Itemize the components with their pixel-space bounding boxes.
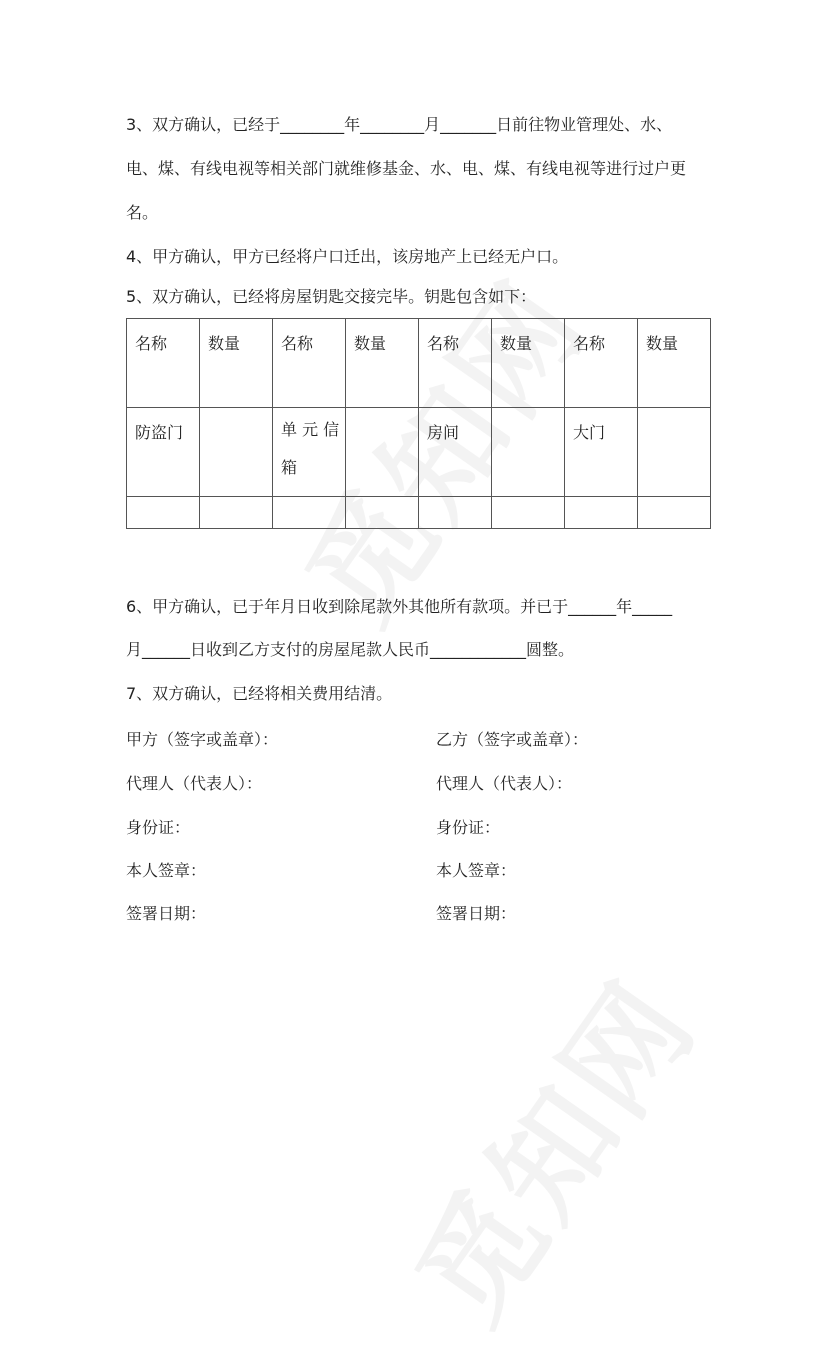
item-qty-2 bbox=[346, 408, 419, 497]
watermark-bottom bbox=[370, 942, 728, 1350]
party-b-signature-label: 乙方（签字或盖章）： bbox=[436, 730, 589, 749]
party-b-agent-label: 代理人（代表人）： bbox=[436, 774, 573, 793]
clause-6-line-2: 月______日收到乙方支付的房屋尾款人民币____________圆整。 bbox=[126, 640, 575, 659]
item-qty-4 bbox=[638, 408, 711, 497]
party-a-agent-label: 代理人（代表人）： bbox=[126, 774, 263, 793]
party-b-date-label: 签署日期： bbox=[436, 904, 517, 923]
table-empty-row bbox=[127, 497, 711, 529]
header-name-1: 名称 bbox=[127, 319, 200, 408]
item-mailbox-label: 单 元 信 箱 bbox=[281, 420, 340, 477]
item-qty-1 bbox=[200, 408, 273, 497]
header-qty-4: 数量 bbox=[638, 319, 711, 408]
party-a-signature-label: 甲方（签字或盖章）： bbox=[126, 730, 279, 749]
clause-4: 4、甲方确认，甲方已经将户口迁出，该房地产上已经无户口。 bbox=[126, 247, 569, 266]
clause-5: 5、双方确认，已经将房屋钥匙交接完毕。钥匙包含如下： bbox=[126, 287, 537, 306]
item-mailbox bbox=[273, 408, 346, 497]
party-b-seal-label: 本人签章： bbox=[436, 861, 517, 880]
item-gate: 大门 bbox=[565, 408, 638, 497]
party-a-seal-label: 本人签章： bbox=[126, 861, 207, 880]
header-name-2: 名称 bbox=[273, 319, 346, 408]
party-b-id-label: 身份证： bbox=[436, 818, 501, 837]
key-handover-table bbox=[126, 318, 711, 529]
clause-6-line-1: 6、甲方确认，已于年月日收到除尾款外其他所有款项。并已于______年_____ bbox=[126, 597, 673, 616]
item-qty-3 bbox=[492, 408, 565, 497]
header-name-3: 名称 bbox=[419, 319, 492, 408]
clause-3-line-2: 电、煤、有线电视等相关部门就维修基金、水、电、煤、有线电视等进行过户更 bbox=[126, 159, 687, 178]
item-room: 房间 bbox=[419, 408, 492, 497]
header-qty-3: 数量 bbox=[492, 319, 565, 408]
header-name-4: 名称 bbox=[565, 319, 638, 408]
item-security-door: 防盗门 bbox=[127, 408, 200, 497]
party-a-id-label: 身份证： bbox=[126, 818, 191, 837]
table-header-row bbox=[127, 319, 711, 408]
clause-3-line-1: 3、双方确认，已经于________年________月_______日前往物业管理处、水、 bbox=[126, 115, 673, 134]
party-a-date-label: 签署日期： bbox=[126, 904, 207, 923]
clause-7: 7、双方确认，已经将相关费用结清。 bbox=[126, 684, 393, 703]
clause-3-line-3: 名。 bbox=[126, 203, 159, 222]
table-row bbox=[127, 408, 711, 497]
header-qty-2: 数量 bbox=[346, 319, 419, 408]
header-qty-1: 数量 bbox=[200, 319, 273, 408]
